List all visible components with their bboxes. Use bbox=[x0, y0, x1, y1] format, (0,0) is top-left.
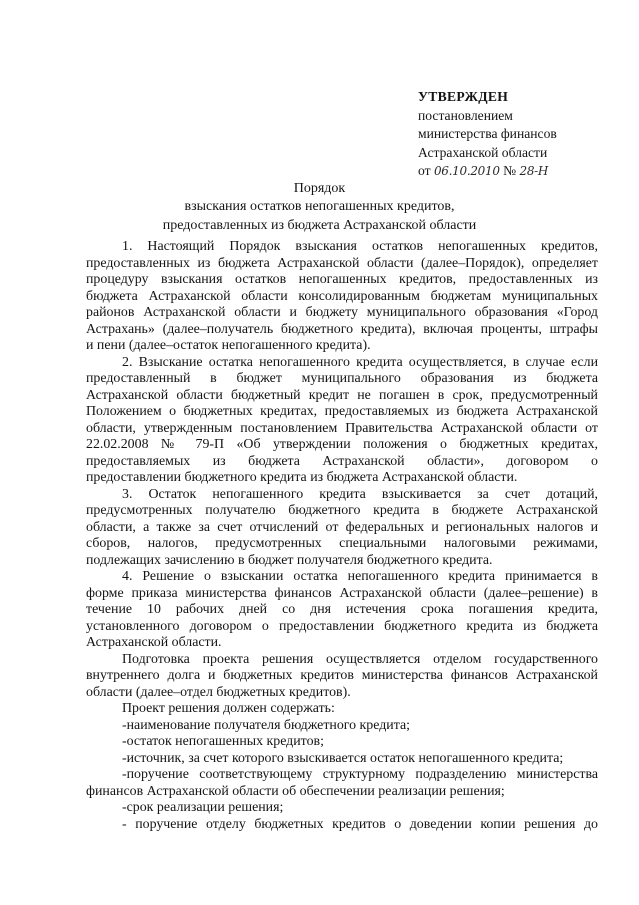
text-line: предоставлении бюджетного кредита из бюджета Астраханской области. bbox=[86, 470, 518, 485]
approval-date-line bbox=[418, 162, 618, 181]
text-line: Астрахань» (далее–получатель бюджетного кредита), включая проценты, штрафы bbox=[86, 321, 598, 337]
text-line: Астраханской области. bbox=[86, 635, 222, 650]
text-line: 4. Решение о взыскании остатка непогашенного кредита принимается в bbox=[122, 569, 598, 584]
text-line: предусмотренных получателю бюджетного кредита в бюджете Астраханской bbox=[86, 503, 598, 518]
approval-number-handwritten: 28-Н bbox=[519, 164, 549, 179]
text-line: области (далее–отдел бюджетных кредитов). bbox=[86, 684, 351, 700]
text-line: Проект решения должен содержать: bbox=[122, 701, 335, 716]
text-line: 3. Остаток непогашенного кредита взыскивается за счет дотаций, bbox=[122, 486, 598, 502]
text-line: -наименование получателя бюджетного кредита; bbox=[122, 717, 410, 733]
text-line: Подготовка проекта решения осуществляется отделом государственного bbox=[122, 651, 598, 667]
approval-stamp-block bbox=[418, 88, 618, 181]
approval-date-prefix: от bbox=[418, 163, 431, 179]
text-line: -источник, за счет которого взыскивается остаток непогашенного кредита; bbox=[122, 750, 564, 766]
text-line: подлежащих зачислению в бюджет получателя бюджетного кредита. bbox=[86, 552, 493, 568]
text-line: финансов Астраханской области об обеспечении реализации решения; bbox=[86, 783, 505, 799]
text-line: 2. Взыскание остатка непогашенного кредита осуществляется, в случае если bbox=[122, 354, 598, 370]
text-line: сборов, налогов, предусмотренных специальными налоговыми режимами, bbox=[86, 536, 598, 551]
text-line: предоставляемых из бюджета Астраханской области», договором о bbox=[86, 453, 598, 469]
text-line: Положением о бюджетных кредитах, предоставляемых из бюджета Астраханской bbox=[86, 404, 598, 419]
text-line: процедуру взыскания остатков непогашенных кредитов, предоставленных из bbox=[86, 272, 598, 287]
document-body bbox=[86, 239, 598, 833]
text-line: -поручение соответствующему структурному подразделению министерства bbox=[122, 767, 598, 782]
text-line: предоставленный в бюджет муниципального образования из бюджета bbox=[86, 371, 598, 386]
approval-line: Астраханской области bbox=[418, 144, 548, 160]
approval-heading: УТВЕРЖДЕН bbox=[418, 89, 509, 104]
approval-date-handwritten: 06.10.2010 bbox=[433, 164, 500, 179]
text-line: внутреннего долга и бюджетных кредитов министерства финансов Астраханской bbox=[86, 668, 598, 683]
text-line: 22.02.2008 № 79-П «Об утверждении положения о бюджетных кредитах, bbox=[86, 437, 598, 452]
approval-line: министерства финансов bbox=[418, 126, 557, 142]
approval-number-sign: № bbox=[503, 163, 517, 179]
text-line: и пени (далее–остаток непогашенного кредита). bbox=[86, 338, 371, 353]
text-line: форме приказа министерства финансов Астраханской области (далее–решение) в bbox=[86, 585, 598, 601]
document-title bbox=[0, 180, 639, 235]
text-line: течение 10 рабочих дней со дня истечения срока погашения кредита, bbox=[86, 602, 598, 617]
text-line: 1. Настоящий Порядок взыскания остатков непогашенных кредитов, bbox=[122, 239, 598, 254]
text-line: установленного договором о предоставлении бюджетного кредита из бюджета bbox=[86, 618, 598, 634]
text-line: Астраханской области бюджетный кредит не погашен в срок, предусмотренный bbox=[86, 387, 598, 403]
title-line: Порядок bbox=[293, 181, 346, 196]
text-line: - поручение отделу бюджетных кредитов о доведении копии решения до bbox=[122, 816, 598, 832]
title-line: предоставленных из бюджета Астраханской области bbox=[162, 217, 477, 233]
text-line: бюджета Астраханской области консолидированным бюджетам муниципальных bbox=[86, 288, 598, 304]
text-line: -срок реализации решения; bbox=[122, 800, 284, 815]
approval-line: постановлением bbox=[418, 107, 513, 123]
text-line: районов Астраханской области и бюджету муниципального образования «Город bbox=[86, 305, 598, 320]
text-line: области, а также за счет отчислений от федеральных и региональных налогов и bbox=[86, 519, 598, 535]
text-line: области, утвержденным постановлением Правительства Астраханской области от bbox=[86, 420, 598, 436]
title-line: взыскания остатков непогашенных кредитов, bbox=[184, 199, 455, 215]
text-line: -остаток непогашенных кредитов; bbox=[122, 734, 324, 749]
text-line: предоставленных из бюджета Астраханской области (далее–Порядок), определяет bbox=[86, 255, 598, 271]
